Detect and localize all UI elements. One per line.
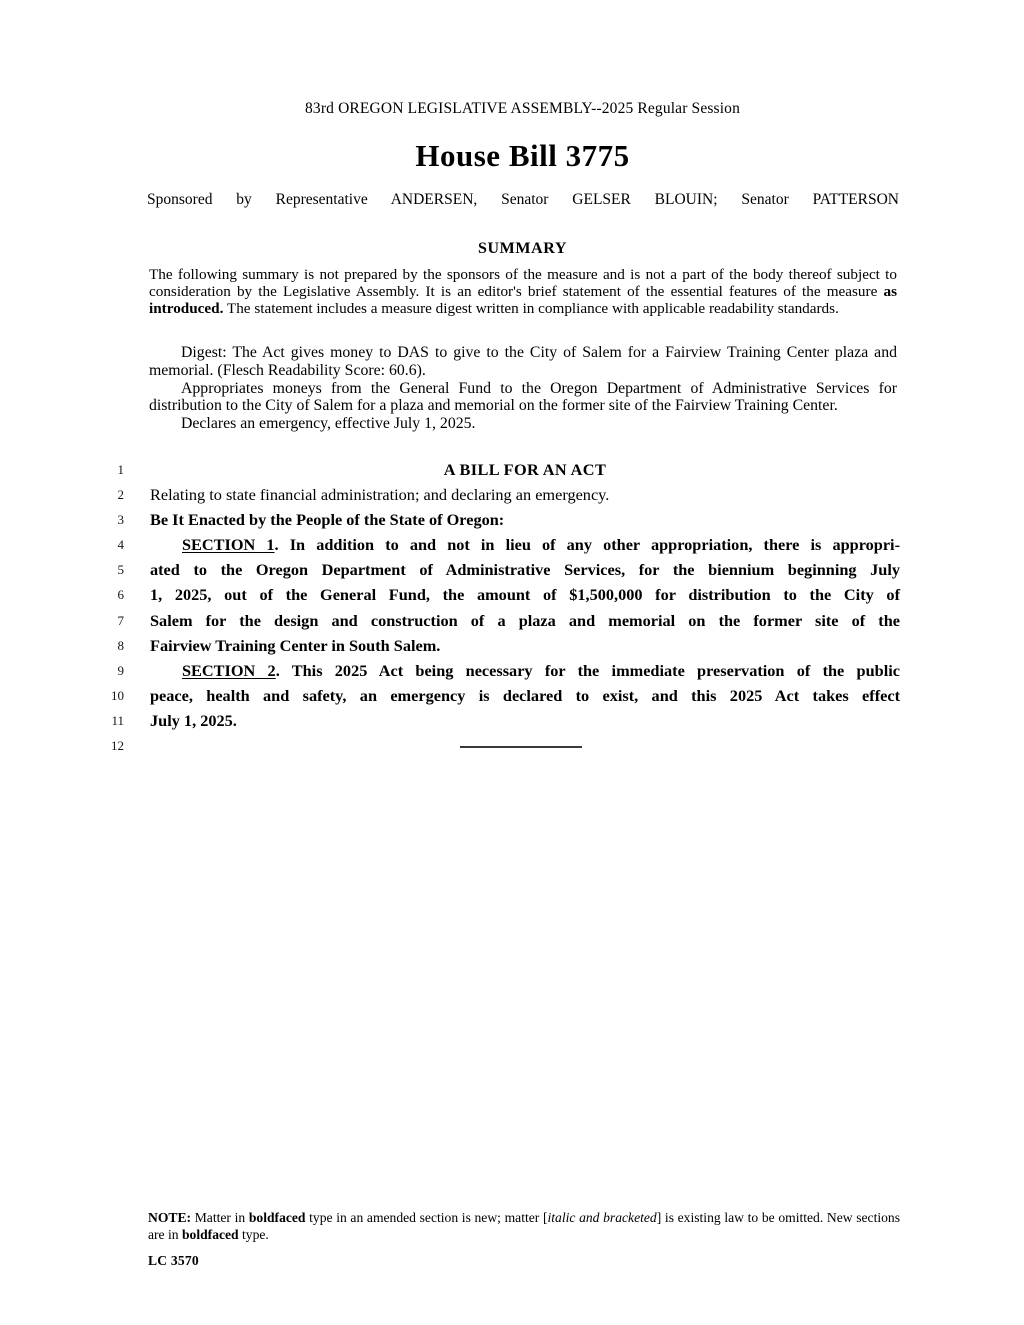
digest-paragraph: Digest: The Act gives money to DAS to give to the City of Salem for a Fairview Training Center plaza and memorial. (Flesch Readability Score: 60.6). <box>149 344 897 379</box>
line-body-text: Relating to state financial administration; and declaring an emergency. <box>150 485 610 505</box>
bill-line <box>0 710 1024 735</box>
assembly-session-line: 83rd OREGON LEGISLATIVE ASSEMBLY--2025 Regular Session <box>305 100 740 117</box>
note-text-4: type. <box>238 1226 269 1242</box>
line-number: 12 <box>111 738 124 754</box>
line-number: 6 <box>117 587 124 603</box>
note-text-2: type in an amended section is new; matter [ <box>305 1210 548 1225</box>
line-number: 8 <box>117 637 124 653</box>
bill-line <box>0 635 1024 660</box>
line-text <box>150 660 900 681</box>
bill-line <box>0 459 1024 484</box>
summary-heading: SUMMARY <box>478 240 567 257</box>
note-boldfaced-2: boldfaced <box>181 1226 239 1242</box>
section-label: SECTION 2 <box>182 660 276 680</box>
section-label-suffix: . <box>274 535 290 555</box>
note-text-1: Matter in <box>191 1210 249 1225</box>
summary-as-introduced: as introduced. <box>149 282 897 317</box>
line-text <box>150 710 900 731</box>
line-number: 2 <box>117 487 124 503</box>
summary-disclaimer-text-2: The statement includes a measure digest written in compliance with applicable readability standards. <box>223 299 839 317</box>
section-label-suffix: . <box>275 660 292 680</box>
bill-body <box>0 459 1024 760</box>
line-body-text: This 2025 Act being necessary for the immediate preservation of the public <box>291 660 900 680</box>
line-body-text: Salem for the design and construction of a plaza and memorial on the former site of the <box>150 610 900 630</box>
digest-paragraph: Declares an emergency, effective July 1, 2025. <box>181 415 476 433</box>
bill-line <box>0 534 1024 559</box>
line-text <box>150 685 900 706</box>
line-number: 4 <box>117 537 124 553</box>
line-text <box>150 559 900 580</box>
bill-line <box>0 685 1024 710</box>
summary-disclaimer-text-1: The following summary is not prepared by the sponsors of the measure and is not a part of the body thereof subject to consideration by the Legislative Assembly. It is an editor's brief statement of the essential features of the measure <box>149 266 897 300</box>
page-title: House Bill 3775 <box>415 138 630 173</box>
line-text <box>150 509 900 530</box>
line-text <box>150 610 900 631</box>
measure-digest <box>149 344 897 433</box>
line-number: 3 <box>117 512 124 528</box>
section-label: SECTION 1 <box>182 535 275 555</box>
bill-line <box>0 660 1024 685</box>
bill-line <box>0 584 1024 609</box>
summary-disclaimer <box>149 267 897 317</box>
line-body-text: peace, health and safety, an emergency is declared to exist, and this 2025 Act takes effect <box>150 685 900 705</box>
line-text <box>150 459 900 480</box>
line-body-text: A BILL FOR AN ACT <box>443 460 607 479</box>
bill-line <box>0 559 1024 584</box>
line-number: 11 <box>111 712 124 728</box>
line-text <box>150 584 900 605</box>
sponsor-line: Sponsored by Representative ANDERSEN, Senator GELSER BLOUIN; Senator PATTERSON <box>147 191 899 208</box>
line-text <box>150 534 900 555</box>
line-text <box>150 635 900 656</box>
line-number: 7 <box>117 612 124 628</box>
line-body-text: Fairview Training Center in South Salem. <box>150 635 441 655</box>
line-number: 9 <box>117 662 124 678</box>
note-italic-bracketed: italic and bracketed <box>547 1210 657 1225</box>
end-of-bill-rule <box>460 746 582 748</box>
line-body-text: Be It Enacted by the People of the State of Oregon: <box>150 510 505 530</box>
bill-line <box>0 484 1024 509</box>
bill-line <box>0 509 1024 534</box>
line-number: 1 <box>117 462 124 477</box>
note-label: NOTE: <box>148 1210 192 1225</box>
line-body-text: July 1, 2025. <box>150 710 237 730</box>
line-body-text: In addition to and not in lieu of any other appropriation, there is appropri- <box>289 535 900 555</box>
amendment-note <box>148 1210 900 1243</box>
note-boldfaced-1: boldfaced <box>248 1210 306 1225</box>
line-body-text: ated to the Oregon Department of Administrative Services, for the biennium beginning July <box>150 560 900 580</box>
line-text <box>150 484 900 505</box>
lc-number: LC 3570 <box>148 1253 199 1268</box>
digest-paragraph: Appropriates moneys from the General Fund to the Oregon Department of Administrative Services for distribution to the City of Salem for a plaza and memorial on the former site of the Fairview Training Center. <box>149 379 897 415</box>
line-number: 5 <box>117 562 124 578</box>
line-number: 10 <box>111 687 124 703</box>
bill-line <box>0 610 1024 635</box>
line-body-text: 1, 2025, out of the General Fund, the amount of $1,500,000 for distribution to the City of <box>150 585 900 605</box>
note-text-3: ] is existing law to be omitted. New sections are in <box>148 1210 901 1242</box>
